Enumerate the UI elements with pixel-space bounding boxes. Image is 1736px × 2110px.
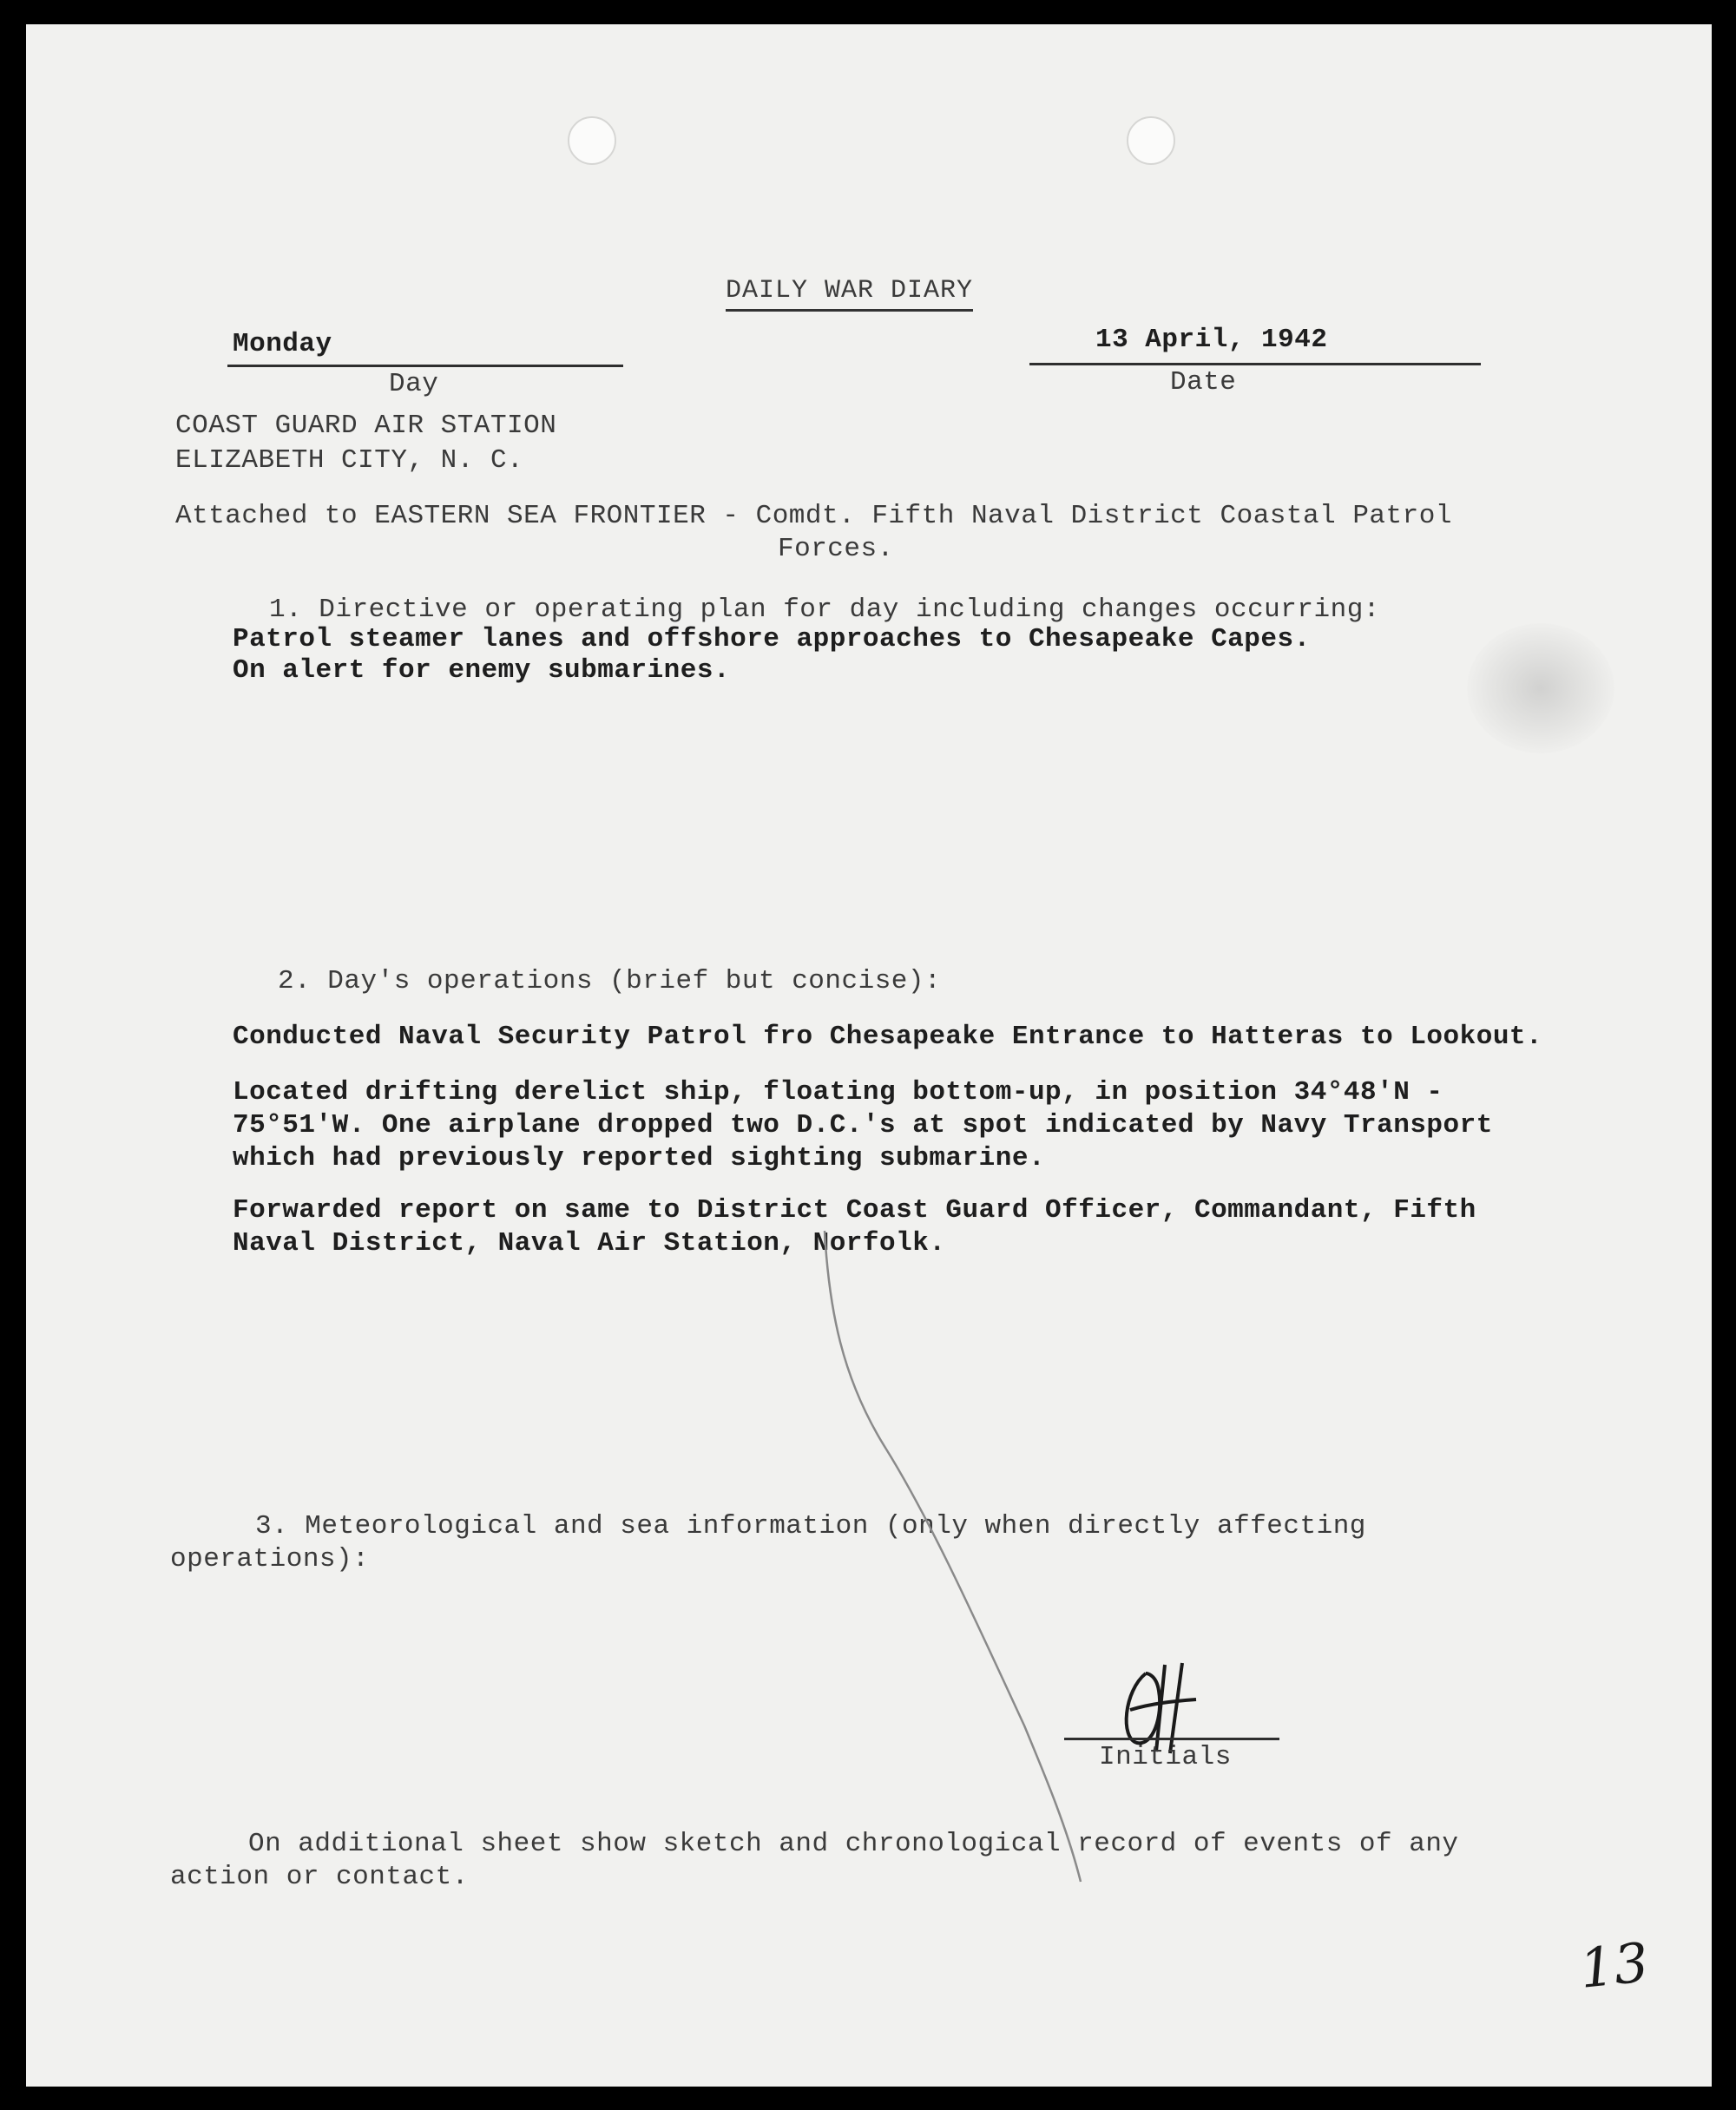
attached-line1: Attached to EASTERN SEA FRONTIER - Comdt. Fifth Naval District Coastal Patrol [175,501,1452,531]
section2-line: 75°51'W. One airplane dropped two D.C.'s at spot indicated by Navy Transport [233,1110,1493,1140]
section2-heading: 2. Day's operations (brief but concise): [278,966,942,996]
section1-line: On alert for enemy submarines. [233,655,731,686]
section2-line: which had previously reported sighting submarine. [233,1143,1046,1173]
day-rule [227,365,623,367]
section2-line: Forwarded report on same to District Coast Guard Officer, Commandant, Fifth [233,1195,1476,1226]
ink-smudge [1467,623,1614,753]
handwritten-page-number: 13 [1576,1930,1652,2001]
date-rule [1029,363,1481,365]
initials-rule [1064,1738,1279,1740]
section1-heading: 1. Directive or operating plan for day including changes occurring: [269,595,1380,625]
initials-label: Initials [1099,1742,1232,1772]
punch-hole-left [568,116,616,165]
day-value: Monday [233,329,332,359]
unit-name-line1: COAST GUARD AIR STATION [175,411,557,441]
section3-heading: 3. Meteorological and sea information (only when directly affecting [255,1511,1366,1541]
section1-line: Patrol steamer lanes and offshore approaches to Chesapeake Capes. [233,624,1311,654]
attached-line2: Forces. [778,534,894,564]
section2-line: Located drifting derelict ship, floating bottom-up, in position 34°48'N - [233,1077,1443,1108]
day-label: Day [389,369,439,399]
footer-line1: On additional sheet show sketch and chronological record of events of any [248,1829,1459,1859]
date-label: Date [1170,367,1237,398]
unit-name-line2: ELIZABETH CITY, N. C. [175,445,524,476]
section2-line: Conducted Naval Security Patrol fro Chesapeake Entrance to Hatteras to Lookout. [233,1022,1543,1052]
document-page [26,24,1712,2087]
footer-line2: action or contact. [170,1862,469,1892]
section3-heading-cont: operations): [170,1544,370,1574]
punch-hole-right [1127,116,1175,165]
page-title: DAILY WAR DIARY [726,274,973,312]
date-value: 13 April, 1942 [1095,325,1328,355]
section2-line: Naval District, Naval Air Station, Norfolk. [233,1228,946,1259]
